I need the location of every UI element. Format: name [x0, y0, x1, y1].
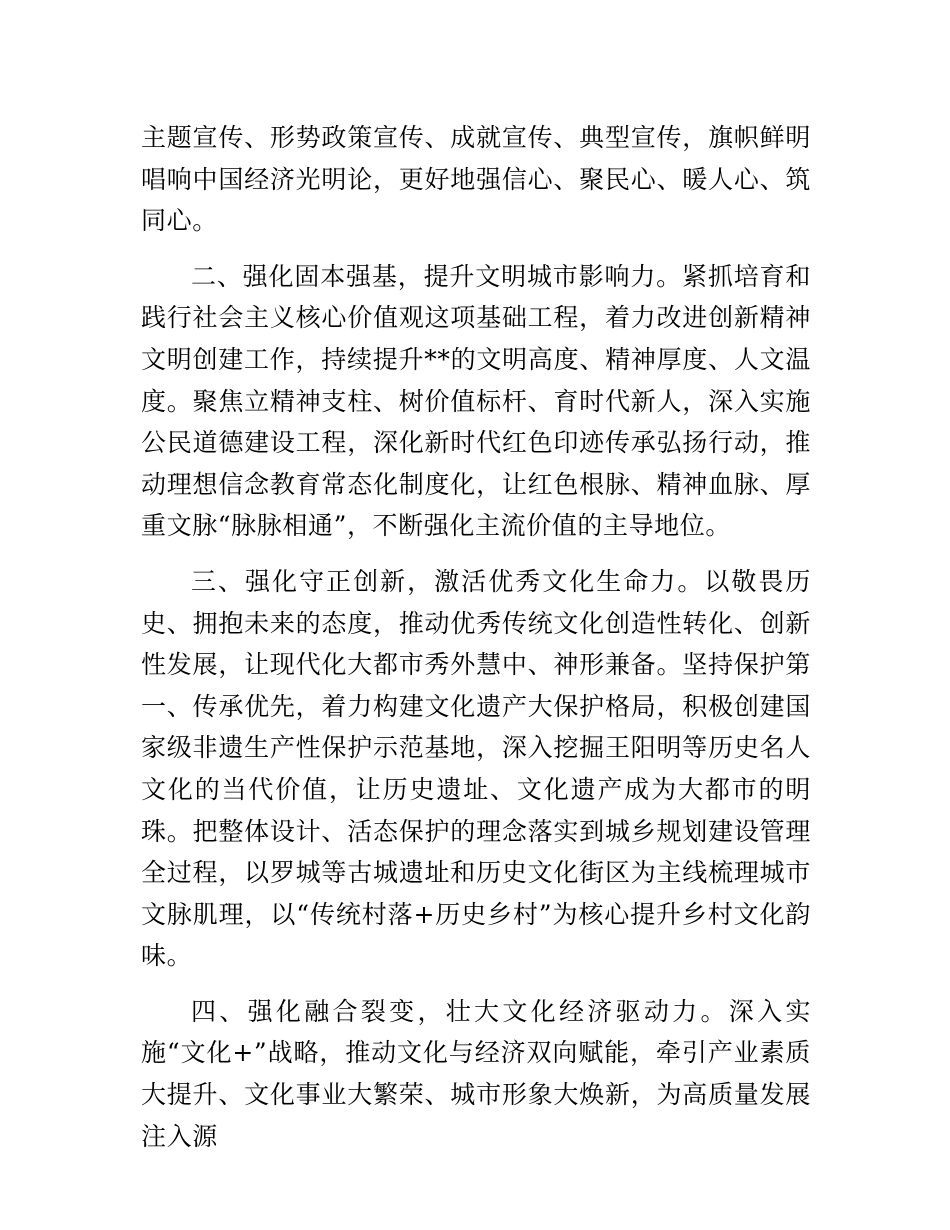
paragraph-section-two: 二、强化固本强基，提升文明城市影响力。紧抓培育和践行社会主义核心价值观这项基础工程，着力改进创新精神文明创建工作，持续提升**的文明高度、精神厚度、人文温度。聚焦立精神支柱、树价值标杆、育时代新人，深入实施公民道德建设工程，深化新时代红色印迹传承弘扬行动，推动理想信念教育常态化制度化，让红色根脉、精神血脉、厚重文脉“脉脉相通”，不断强化主流价值的主导地位。 [141, 261, 811, 541]
document-body [141, 117, 811, 1171]
paragraph-section-four: 四、强化融合裂变，壮大文化经济驱动力。深入实施“文化+”战略，推动文化与经济双向赋能，牵引产业素质大提升、文化事业大繁荣、城市形象大焕新，为高质量发展注入源 [141, 996, 811, 1151]
paragraph-continued: 主题宣传、形势政策宣传、成就宣传、典型宣传，旗帜鲜明唱响中国经济光明论，更好地强信心、聚民心、暖人心、筑同心。 [141, 123, 811, 236]
paragraph-section-three: 三、强化守正创新，激活优秀文化生命力。以敬畏历史、拥抱未来的态度，推动优秀传统文化创造性转化、创新性发展，让现代化大都市秀外慧中、神形兼备。坚持保护第一、传承优先，着力构建文化遗产大保护格局，积极创建国家级非遗生产性保护示范基地，深入挖掘王阳明等历史名人文化的当代价值，让历史遗址、文化遗产成为大都市的明珠。把整体设计、活态保护的理念落实到城乡规划建设管理全过程，以罗城等古城遗址和历史文化街区为主线梳理城市文脉肌理，以“传统村落+历史乡村”为核心提升乡村文化韵味。 [141, 566, 811, 971]
